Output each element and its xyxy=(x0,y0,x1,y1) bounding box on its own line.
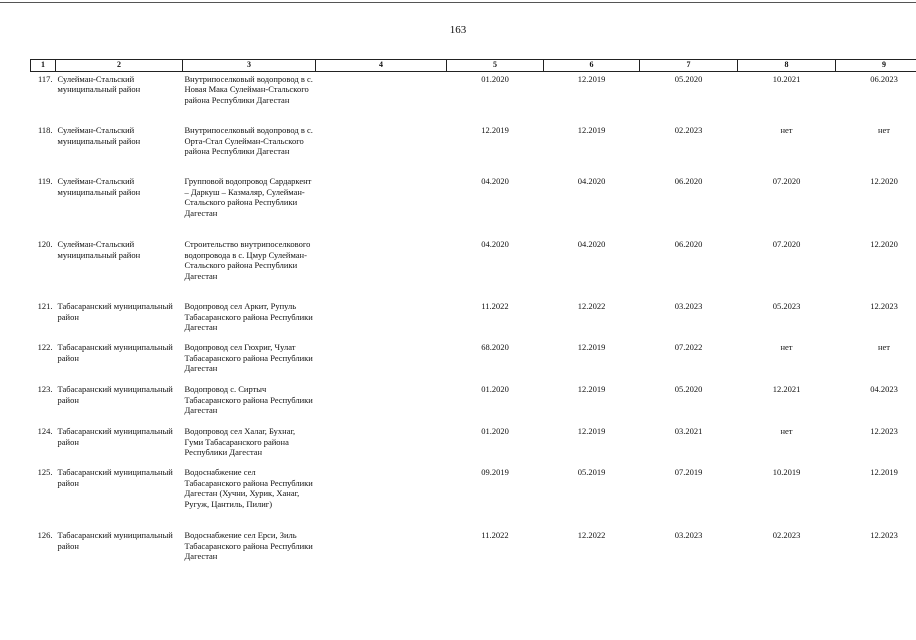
date-cell: 07.2019 xyxy=(674,467,703,478)
object-cell: Водопровод с. Сиртыч Табасаранского района Республики Дагестан xyxy=(184,384,313,416)
row-number: 125. xyxy=(37,467,53,478)
date-cell: 09.2019 xyxy=(481,467,509,478)
row-number: 124. xyxy=(37,426,53,437)
date-cell: 03.2021 xyxy=(674,426,703,437)
column-4-cell xyxy=(316,340,447,382)
date-cell: 07.2020 xyxy=(772,176,801,187)
district-cell: Табасаранский муниципальный район xyxy=(57,426,173,447)
column-4-cell xyxy=(316,174,447,237)
district-cell: Сулейман-Стальский муниципальный район xyxy=(57,73,141,95)
date-cell: 05.2023 xyxy=(772,301,801,312)
header-row xyxy=(31,60,916,72)
object-cell: Водоснабжение сел Табасаранского района Республики Дагестан (Хучни, Хурик, Ханаг, Ругуж, Цантиль, Пилиг) xyxy=(184,467,313,509)
table-row xyxy=(31,465,916,528)
row-number: 123. xyxy=(37,384,53,395)
column-4-cell xyxy=(316,237,447,299)
district-cell: Табасаранский муниципальный район xyxy=(57,384,173,405)
date-cell: 05.2020 xyxy=(674,73,703,84)
row-number: 120. xyxy=(37,239,53,250)
object-cell: Строительство внутрипоселкового водопровода в с. Цмур Сулейман-Стальского района Республики Дагестан xyxy=(184,239,311,281)
date-cell: 04.2023 xyxy=(870,384,898,395)
projects-table xyxy=(30,59,916,568)
object-cell: Внутрипоселковый водопровод в с. Новая Мака Сулейман-Стальского района Республики Дагестан xyxy=(184,73,313,105)
date-cell: 01.2020 xyxy=(481,73,509,84)
column-4-cell xyxy=(316,71,447,123)
column-header: 7 xyxy=(640,60,738,72)
date-cell: 12.2022 xyxy=(577,301,606,312)
date-cell: 10.2021 xyxy=(772,73,801,84)
page-number: 163 xyxy=(449,24,467,36)
date-cell: 05.2019 xyxy=(577,467,606,478)
date-cell: 11.2022 xyxy=(481,530,509,541)
date-cell: 12.2019 xyxy=(577,73,606,84)
date-cell: нет xyxy=(877,125,891,136)
date-cell: 07.2020 xyxy=(772,239,801,250)
table-row xyxy=(31,123,916,174)
date-cell: 04.2020 xyxy=(481,239,509,250)
date-cell: 12.2023 xyxy=(870,301,898,312)
row-number: 119. xyxy=(37,176,53,187)
object-cell: Водопровод сел Аркит, Рупуль Табасаранского района Республики Дагестан xyxy=(184,301,313,333)
date-cell: 12.2019 xyxy=(870,467,898,478)
date-cell: 03.2023 xyxy=(674,530,703,541)
district-cell: Табасаранский муниципальный район xyxy=(57,467,173,488)
date-cell: 12.2020 xyxy=(870,176,898,187)
date-cell: 02.2023 xyxy=(674,125,703,136)
table-row xyxy=(31,340,916,382)
date-cell: 04.2020 xyxy=(577,239,606,250)
row-number: 122. xyxy=(37,342,53,353)
table-row xyxy=(31,528,916,568)
date-cell: нет xyxy=(780,426,793,437)
object-cell: Водопровод сел Гюхриг, Чулат Табасаранского района Республики Дагестан xyxy=(184,342,313,374)
date-cell: 01.2020 xyxy=(481,384,509,395)
column-4-cell xyxy=(316,424,447,465)
date-cell: 12.2020 xyxy=(870,239,898,250)
date-cell: 12.2023 xyxy=(870,530,898,541)
district-cell: Табасаранский муниципальный район xyxy=(57,342,173,363)
date-cell: 12.2019 xyxy=(481,125,509,136)
date-cell: 07.2022 xyxy=(674,342,703,353)
row-number: 126. xyxy=(37,530,53,541)
table-row xyxy=(31,382,916,424)
date-cell: 01.2020 xyxy=(481,426,509,437)
column-4-cell xyxy=(316,528,447,568)
date-cell: 12.2019 xyxy=(577,426,606,437)
date-cell: нет xyxy=(877,342,891,353)
district-cell: Табасаранский муниципальный район xyxy=(57,301,173,322)
date-cell: 02.2023 xyxy=(772,530,801,541)
column-4-cell xyxy=(316,382,447,424)
date-cell: 12.2021 xyxy=(772,384,801,395)
table-row xyxy=(31,71,916,123)
date-cell: 12.2019 xyxy=(577,384,606,395)
column-header: 1 xyxy=(31,60,56,72)
district-cell: Сулейман-Стальский муниципальный район xyxy=(57,176,141,197)
row-number: 117. xyxy=(37,73,53,84)
column-header: 6 xyxy=(544,60,640,72)
district-cell: Сулейман-Стальский муниципальный район xyxy=(57,239,141,260)
table-row xyxy=(31,174,916,237)
column-header: 4 xyxy=(316,60,447,72)
date-cell: 03.2023 xyxy=(674,301,703,312)
date-cell: 12.2023 xyxy=(870,426,898,437)
object-cell: Внутрипоселковый водопровод в с. Орта-Стал Сулейман-Стальского района Республики Дагестан xyxy=(184,125,313,157)
district-cell: Табасаранский муниципальный район xyxy=(57,530,173,551)
top-border-line xyxy=(0,2,916,3)
object-cell: Водопровод сел Халаг, Бухнаг, Гуми Табасаранского района Республики Дагестан xyxy=(184,426,296,458)
column-header: 9 xyxy=(836,60,916,72)
date-cell: 06.2023 xyxy=(870,73,898,84)
column-header: 3 xyxy=(183,60,316,72)
table-row xyxy=(31,237,916,299)
column-header: 2 xyxy=(56,60,183,72)
object-cell: Групповой водопровод Сардаркент – Даркуш – Казмаляр, Сулейман- Стальского района Республики Дагестан xyxy=(184,176,312,218)
date-cell: 12.2019 xyxy=(577,125,606,136)
date-cell: 06.2020 xyxy=(674,176,703,187)
date-cell: 11.2022 xyxy=(481,301,509,312)
date-cell: 12.2022 xyxy=(577,530,606,541)
column-header: 5 xyxy=(447,60,544,72)
date-cell: нет xyxy=(780,342,793,353)
district-cell: Сулейман-Стальский муниципальный район xyxy=(57,125,141,146)
date-cell: 06.2020 xyxy=(674,239,703,250)
date-cell: 05.2020 xyxy=(674,384,703,395)
date-cell: нет xyxy=(780,125,793,136)
table-row xyxy=(31,299,916,340)
row-number: 121. xyxy=(37,301,53,312)
date-cell: 68.2020 xyxy=(481,342,509,353)
column-4-cell xyxy=(316,123,447,174)
column-4-cell xyxy=(316,465,447,528)
column-4-cell xyxy=(316,299,447,340)
table-row xyxy=(31,424,916,465)
date-cell: 04.2020 xyxy=(577,176,606,187)
date-cell: 10.2019 xyxy=(772,467,801,478)
row-number: 118. xyxy=(37,125,53,136)
date-cell: 12.2019 xyxy=(577,342,606,353)
column-header: 8 xyxy=(738,60,836,72)
date-cell: 04.2020 xyxy=(481,176,509,187)
object-cell: Водоснабжение сел Ерси, Зиль Табасаранского района Республики Дагестан xyxy=(184,530,313,562)
